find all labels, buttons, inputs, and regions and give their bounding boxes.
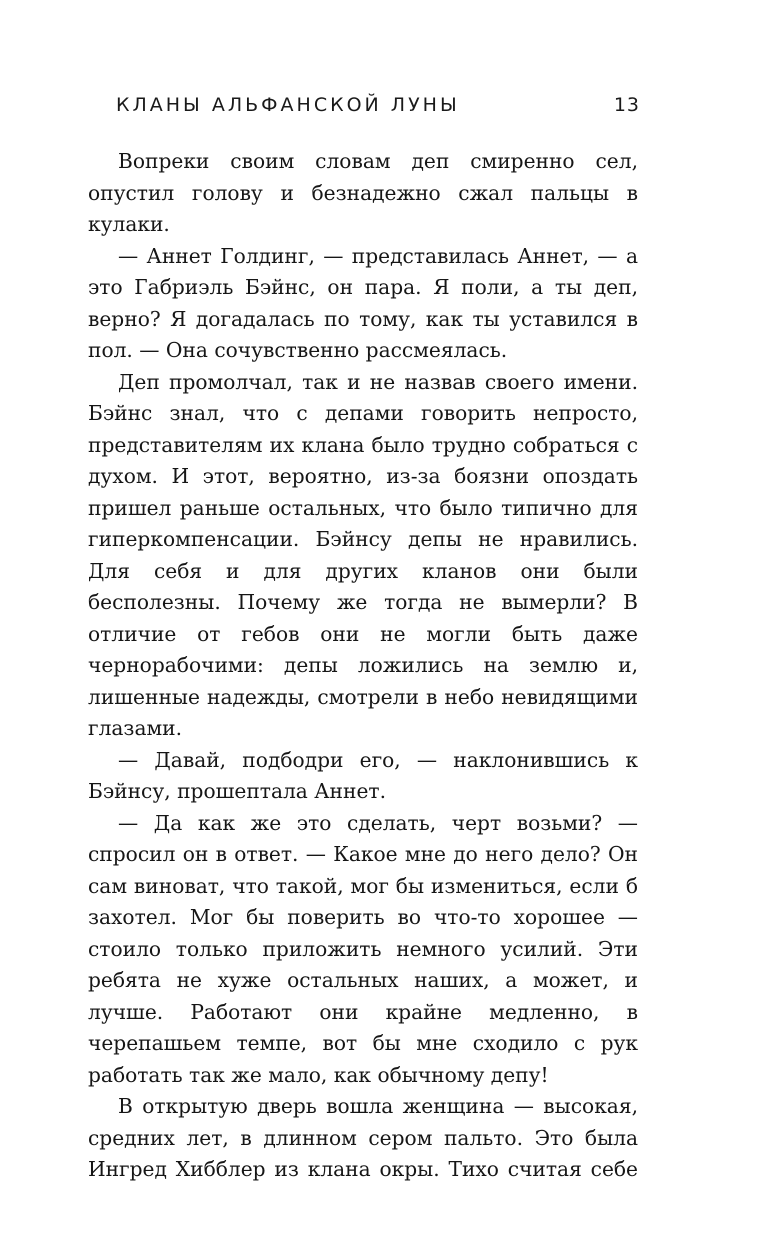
paragraph: — Да как же это сделать, черт возьми? — спросил он в ответ. — Какое мне до него дело? Он сам виноват, что такой, мог бы измениться, если б захотел. Мог бы поверить во что-то хорошее — стоило только приложить немного усилий. Эти ребята не хуже остальных наших, а может, и лучше. Работают они крайне медленно, в черепашьем темпе, вот бы мне сходило с рук работать так же мало, как обычному депу! xyxy=(88,810,638,1087)
paragraph: — Давай, подбодри его, — наклонившись к Бэйнсу, прошептала Аннет. xyxy=(88,747,638,803)
paragraph: Деп промолчал, так и не назвав своего имени. Бэйнс знал, что с депами говорить непросто, представителям их клана было трудно собраться с духом. И этот, вероятно, из-за боязни опоздать пришел раньше остальных, что было типично для гиперкомпенсации. Бэйнсу депы не нравились. Для себя и для других кланов они были бесполезны. Почему же тогда не вымерли? В отличие от гебов они не могли быть даже чернорабочими: депы ложились на землю и, лишенные надежды, смотрели в небо невидящими глазами. xyxy=(88,369,638,740)
running-head xyxy=(116,94,640,122)
paragraph: Вопреки своим словам деп смиренно сел, опустил голову и безнадежно сжал пальцы в кулаки. xyxy=(88,149,638,236)
body-text xyxy=(88,146,638,1186)
paragraph: — Аннет Голдинг, — представилась Аннет, — а это Габриэль Бэйнс, он пара. Я поли, а ты деп, верно? Я догадалась по тому, как ты уставился в пол. — Она сочувственно рассмеялась. xyxy=(88,243,638,362)
page-number: 13 xyxy=(613,94,640,116)
paragraph: В открытую дверь вошла женщина — высокая, средних лет, в длинном сером пальто. Это была Ингред Хибблер из клана окры. Тихо считая себе xyxy=(88,1094,638,1181)
book-title: КЛАНЫ АЛЬФАНСКОЙ ЛУНЫ xyxy=(116,94,460,116)
